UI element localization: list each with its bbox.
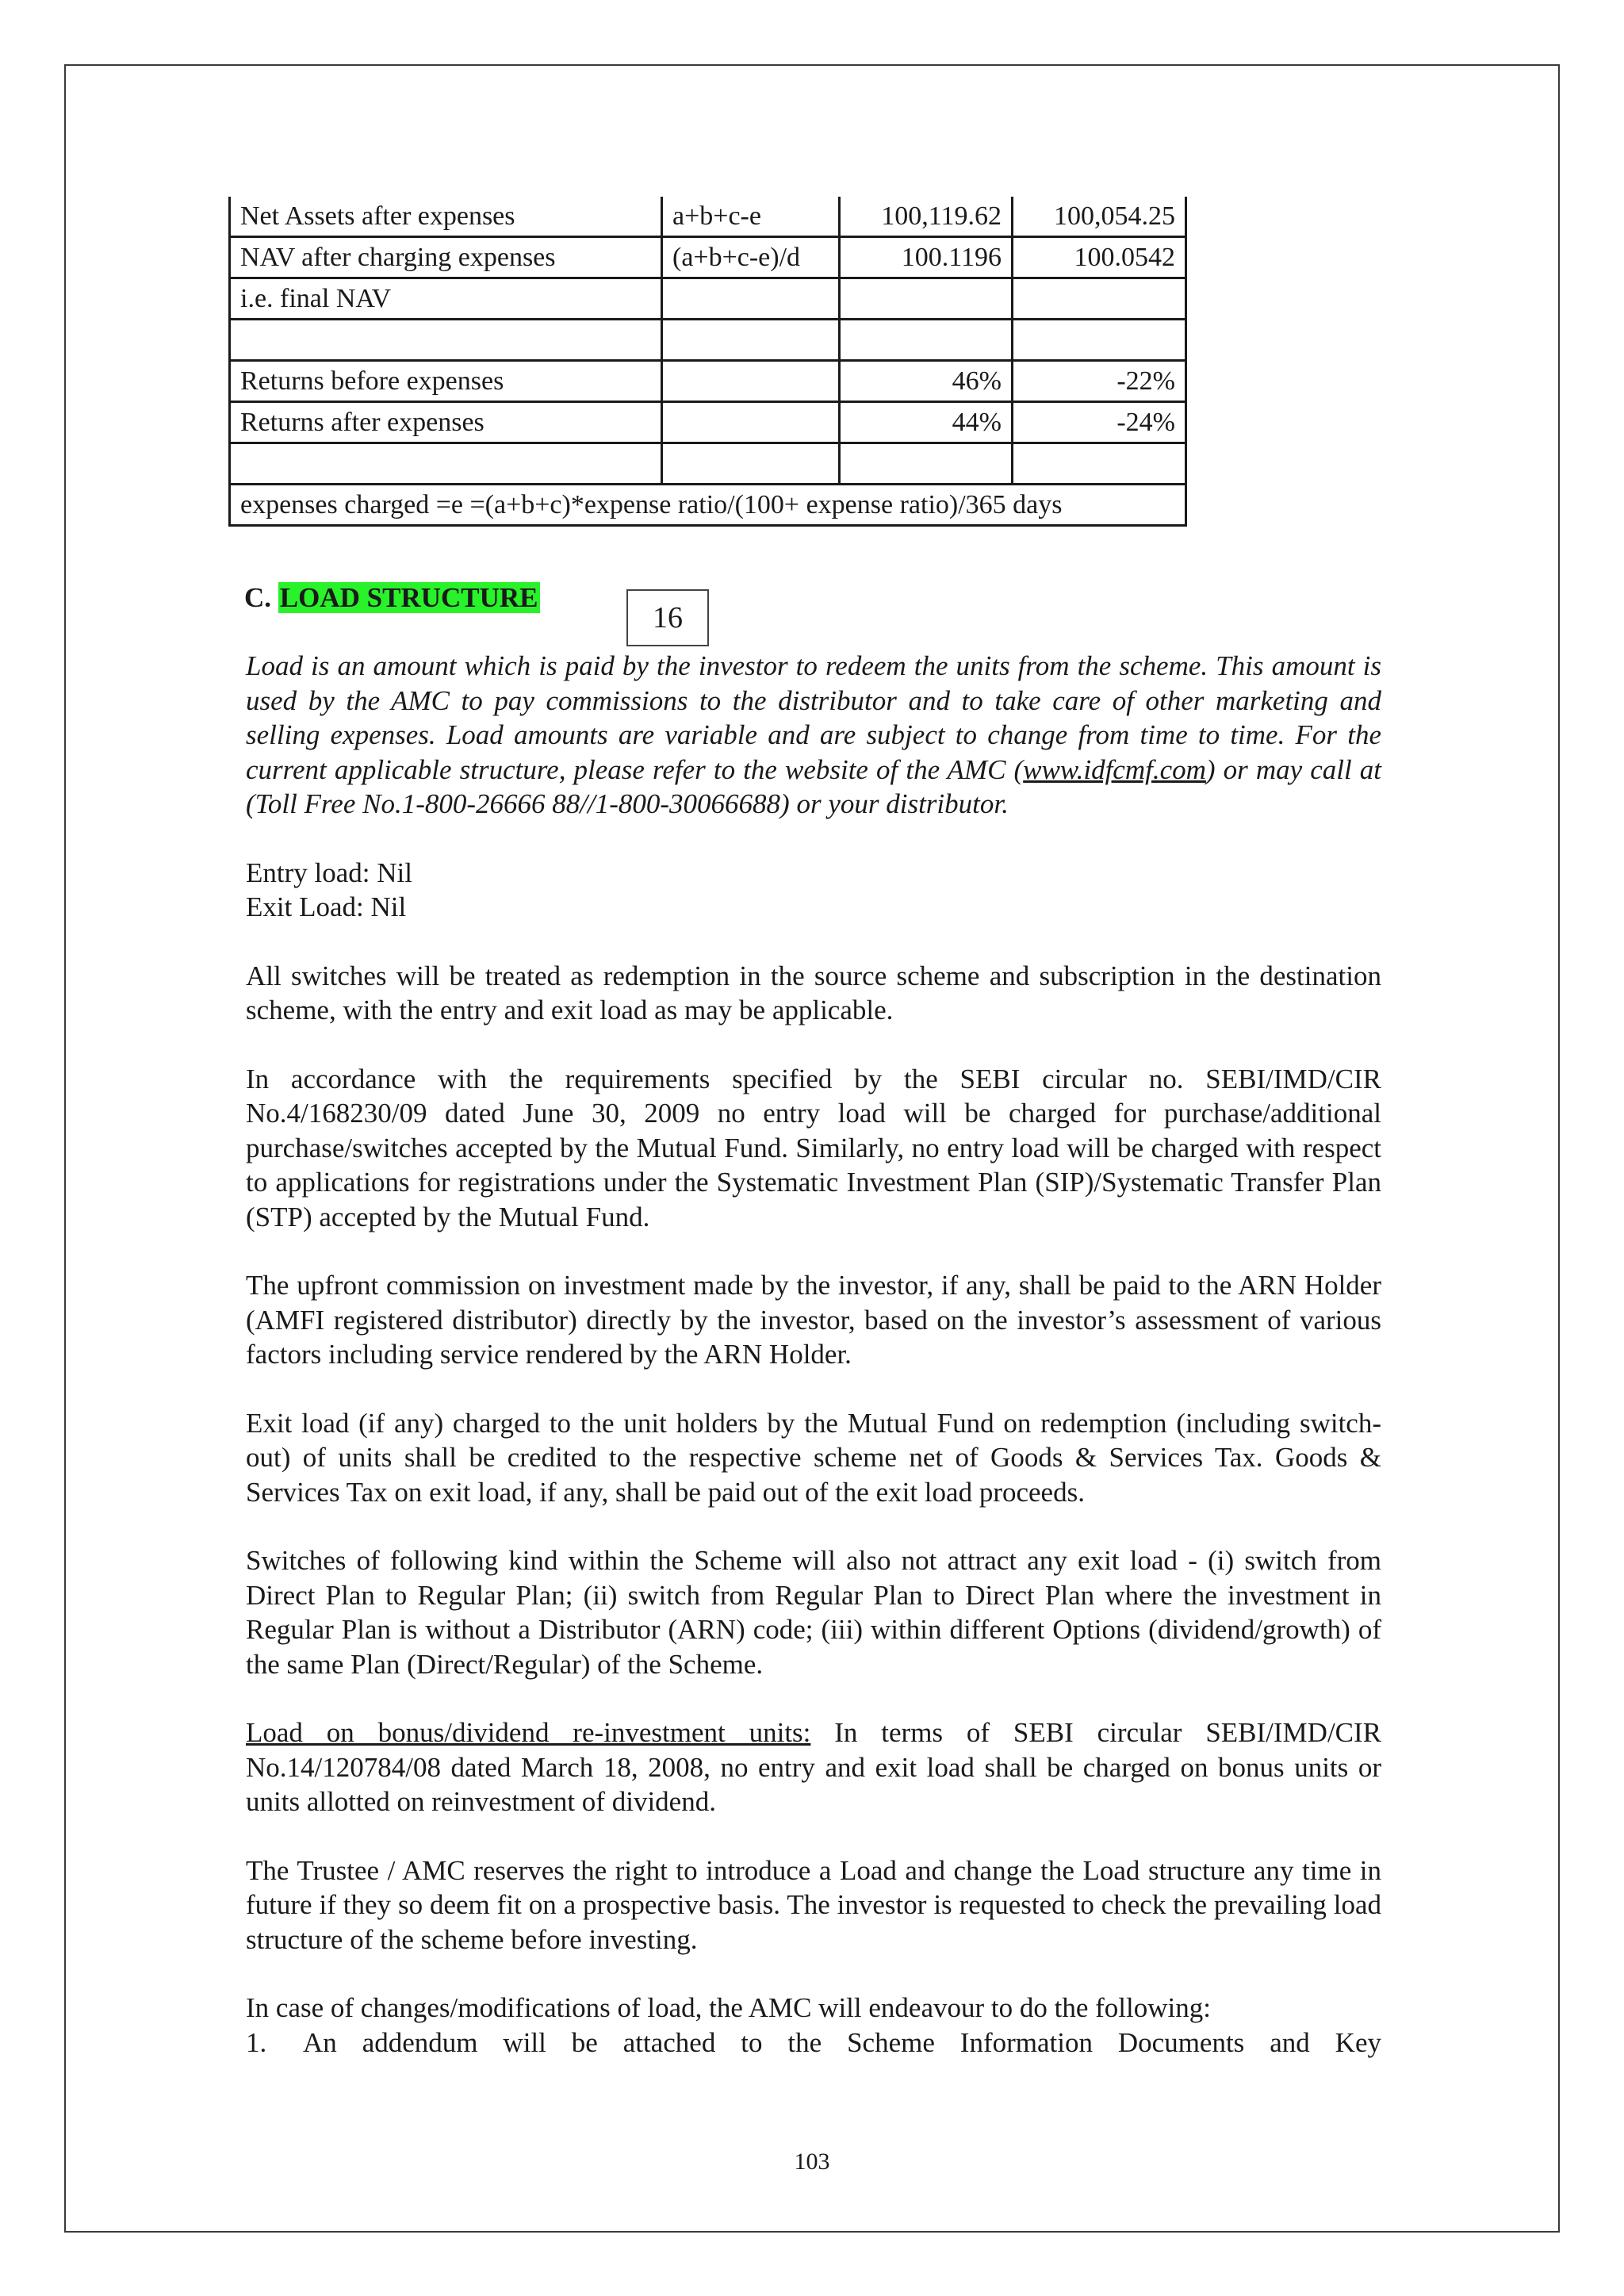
upfront-commission-paragraph: The upfront commission on investment made by the investor, if any, shall be paid to the ARN Holder (AMFI registered distributor) directly by the investor, based on the investor’s assessment of various factors including service rendered by the ARN Holder. <box>246 1270 1381 1370</box>
table-cell-formula <box>662 361 840 402</box>
table-cell-formula: a+b+c-e <box>662 197 840 237</box>
trustee-paragraph: The Trustee / AMC reserves the right to introduce a Load and change the Load structure any time in future if they so deem fit on a prospective basis. The investor is requested to check the prevailing load structure of the scheme before investing. <box>246 1854 1381 1955</box>
table-row <box>230 320 1186 361</box>
load-structure-body <box>246 649 1381 2060</box>
table-cell-label: NAV after charging expenses <box>230 237 662 278</box>
bonus-load-paragraph <box>246 1715 1381 1819</box>
table-cell-value <box>1013 320 1186 361</box>
entry-load: Entry load: Nil <box>246 857 412 888</box>
intro-text-1: Load is an amount which is paid by the investor to redeem the units from the scheme. This amount is used by the AMC to pay commissions to the distributor and to take care of other marketing and selling expenses. Load amounts are variable and are subject to change from time to time. For the current applicable structure, please refer to the website of the AMC ( <box>246 650 1381 785</box>
table-cell-label: Net Assets after expenses <box>230 197 662 237</box>
table-row <box>230 402 1186 443</box>
list-item-number: 1. <box>246 2026 267 2058</box>
load-values <box>246 856 1381 925</box>
table-row <box>230 443 1186 485</box>
table-cell-label <box>230 320 662 361</box>
page-number: 103 <box>794 2148 830 2175</box>
table-cell-formula <box>662 443 840 485</box>
table-cell-value: 100,119.62 <box>840 197 1013 237</box>
nav-calculation-table <box>228 197 1187 527</box>
exit-load-credit-paragraph: Exit load (if any) charged to the unit holders by the Mutual Fund on redemption (including switch-out) of units shall be credited to the respective scheme net of Goods & Services Tax. Goods & Services Tax on exit load, if any, shall be paid out of the exit load proceeds. <box>246 1407 1381 1508</box>
table-cell-value <box>1013 443 1186 485</box>
table-row <box>230 197 1186 237</box>
list-item <box>246 2026 1381 2060</box>
table-cell-formula <box>662 402 840 443</box>
expense-formula-note: expenses charged =e =(a+b+c)*expense ratio/(100+ expense ratio)/365 days <box>230 485 1186 526</box>
list-item-text: An addendum will be attached to the Scheme Information Documents and Key <box>303 2026 1381 2058</box>
table-cell-formula <box>662 278 840 320</box>
table-cell-value: 100,054.25 <box>1013 197 1186 237</box>
table-cell-value: -22% <box>1013 361 1186 402</box>
intro-text-2: ) or may call at (Toll Free No.1-800-26666 88//1-800-30066688) or your distributor. <box>246 753 1382 819</box>
section-title: LOAD STRUCTURE <box>279 582 538 613</box>
amc-website-link[interactable]: www.idfcmf.com <box>1023 753 1206 785</box>
table-cell-value: 100.0542 <box>1013 237 1186 278</box>
table-cell-value: 100.1196 <box>840 237 1013 278</box>
table-row <box>230 361 1186 402</box>
changes-paragraph: In case of changes/modifications of load, the AMC will endeavour to do the following: <box>246 1992 1211 2023</box>
table-cell-label: Returns after expenses <box>230 402 662 443</box>
table-row <box>230 237 1186 278</box>
switch-kinds-paragraph: Switches of following kind within the Scheme will also not attract any exit load - (i) switch from Direct Plan to Regular Plan; (ii) switch from Regular Plan to Direct Plan where the investment in Regular Plan is without a Distributor (ARN) code; (iii) within different Options (dividend/growth) of the same Plan (Direct/Regular) of the Scheme. <box>246 1545 1381 1680</box>
sebi-circular-paragraph: In accordance with the requirements specified by the SEBI circular no. SEBI/IMD/CIR No.4/168230/09 dated June 30, 2009 no entry load will be charged for purchase/additional purchase/switches accepted by the Mutual Fund. Similarly, no entry load will be charged with respect to applications for registrations under the Systematic Investment Plan (SIP)/Systematic Transfer Plan (STP) accepted by the Mutual Fund. <box>246 1063 1381 1232</box>
section-heading <box>244 582 540 614</box>
table-cell-value <box>840 320 1013 361</box>
switches-paragraph: All switches will be treated as redemption in the source scheme and subscription in the destination scheme, with the entry and exit load as may be applicable. <box>246 960 1381 1025</box>
table-cell-value <box>840 443 1013 485</box>
bonus-load-label: Load on bonus/dividend re-investment units: <box>246 1717 811 1748</box>
table-footnote-row <box>230 485 1186 526</box>
table-cell-value: 46% <box>840 361 1013 402</box>
table-cell-label <box>230 443 662 485</box>
table-cell-label: i.e. final NAV <box>230 278 662 320</box>
table-cell-value <box>1013 278 1186 320</box>
table-cell-value: 44% <box>840 402 1013 443</box>
bonus-load-text: In terms of SEBI circular SEBI/IMD/CIR No.14/120784/08 dated March 18, 2008, no entry and exit load shall be charged on bonus units or units allotted on reinvestment of dividend. <box>246 1717 1382 1817</box>
table-cell-formula <box>662 320 840 361</box>
exit-load: Exit Load: Nil <box>246 891 407 922</box>
section-letter: C. <box>244 582 272 613</box>
table-cell-formula: (a+b+c-e)/d <box>662 237 840 278</box>
table-row <box>230 278 1186 320</box>
table-cell-value: -24% <box>1013 402 1186 443</box>
table-cell-label: Returns before expenses <box>230 361 662 402</box>
table-cell-value <box>840 278 1013 320</box>
load-intro-paragraph <box>246 649 1381 822</box>
reference-number-box: 16 <box>626 589 709 646</box>
